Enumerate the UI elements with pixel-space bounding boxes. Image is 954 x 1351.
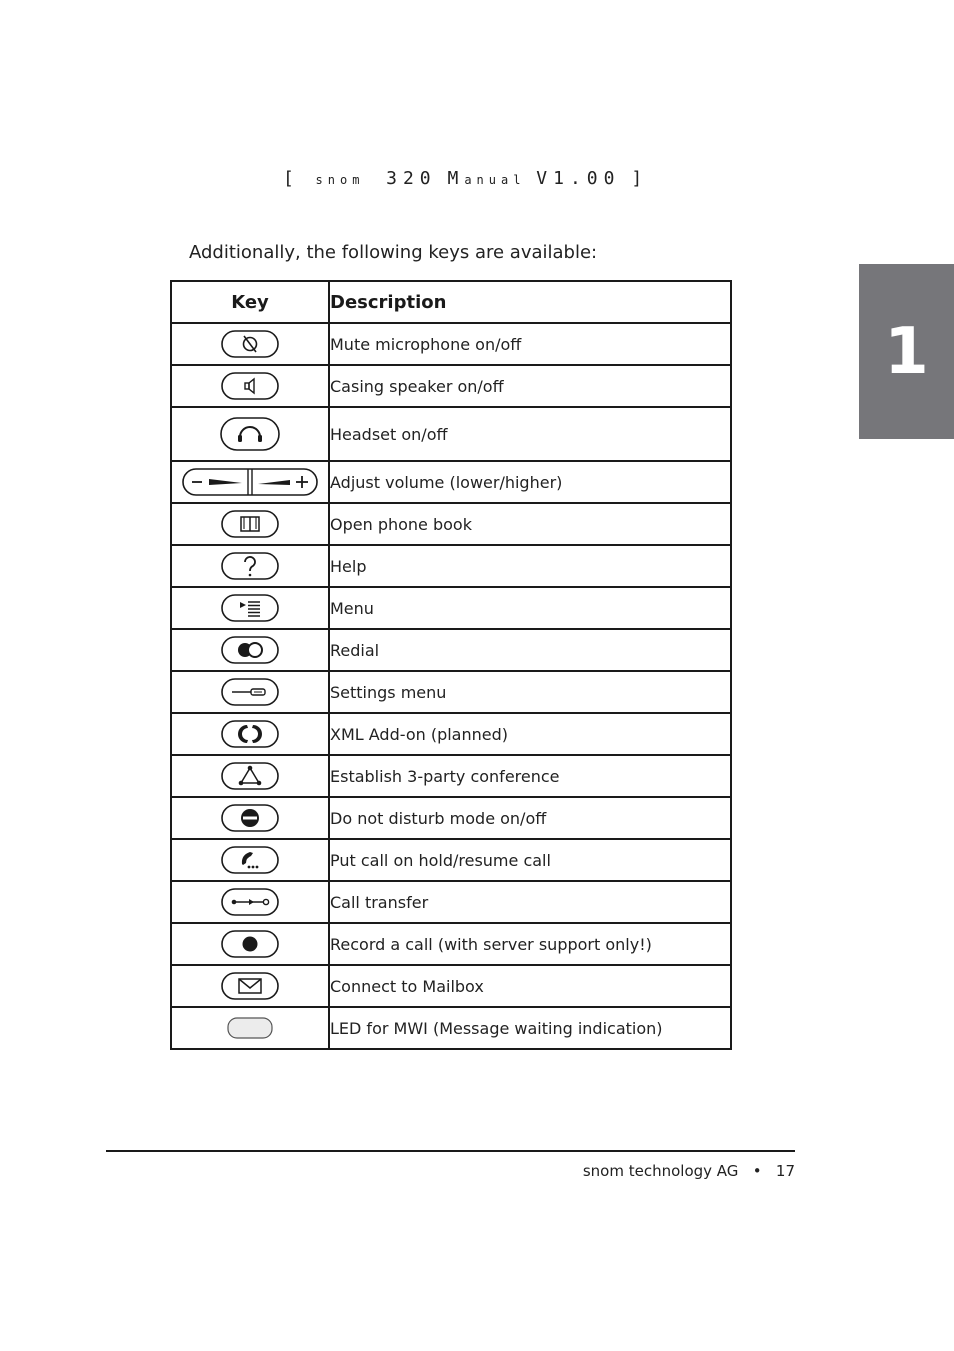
table-row (171, 797, 731, 839)
table-row (171, 671, 731, 713)
phone-book-icon (221, 510, 279, 538)
redial-icon (221, 636, 279, 664)
table-row (171, 365, 731, 407)
header-version: V1.00 (536, 168, 621, 189)
settings-menu-icon (221, 678, 279, 706)
key-description: Redial (329, 629, 731, 671)
table-row (171, 839, 731, 881)
key-description: Do not disturb mode on/off (329, 797, 731, 839)
intro-text: Additionally, the following keys are available: (189, 242, 598, 263)
mwi-led-icon (227, 1017, 273, 1039)
footer-divider (106, 1150, 795, 1152)
casing-speaker-icon (221, 372, 279, 400)
key-description: Headset on/off (329, 407, 731, 461)
table-row (171, 713, 731, 755)
footer-bullet: • (752, 1162, 762, 1180)
key-description: XML Add-on (planned) (329, 713, 731, 755)
page-number: 17 (775, 1162, 795, 1180)
chapter-tab: 1 (859, 264, 954, 439)
do-not-disturb-icon (221, 804, 279, 832)
column-header-key: Key (171, 281, 329, 323)
footer-company: snom technology AG (582, 1162, 739, 1180)
key-description: LED for MWI (Message waiting indication) (329, 1007, 731, 1049)
hold-icon (221, 846, 279, 874)
mute-microphone-icon (221, 330, 279, 358)
key-description: Help (329, 545, 731, 587)
header-open-bracket: [ (283, 168, 294, 189)
headset-icon (220, 417, 280, 451)
key-description: Casing speaker on/off (329, 365, 731, 407)
menu-icon (221, 594, 279, 622)
table-row (171, 545, 731, 587)
key-description: Establish 3-party conference (329, 755, 731, 797)
table-row (171, 965, 731, 1007)
key-description: Mute microphone on/off (329, 323, 731, 365)
table-row (171, 323, 731, 365)
key-description: Open phone book (329, 503, 731, 545)
header-brand: snom (315, 173, 365, 187)
table-row (171, 1007, 731, 1049)
key-description: Settings menu (329, 671, 731, 713)
header-model: 320 (386, 168, 437, 189)
table-row (171, 923, 731, 965)
key-description: Record a call (with server support only!) (329, 923, 731, 965)
key-description: Put call on hold/resume call (329, 839, 731, 881)
table-row (171, 503, 731, 545)
xml-addon-icon (221, 720, 279, 748)
header-manual-rest: anual (464, 173, 526, 187)
header-close-bracket: ] (631, 168, 643, 189)
table-row (171, 461, 731, 503)
table-row (171, 881, 731, 923)
key-description: Menu (329, 587, 731, 629)
record-icon (221, 930, 279, 958)
table-row (171, 587, 731, 629)
help-icon (221, 552, 279, 580)
mailbox-icon (221, 972, 279, 1000)
table-row (171, 407, 731, 461)
column-header-description: Description (329, 281, 731, 323)
transfer-icon (221, 888, 279, 916)
volume-control-icon (182, 468, 318, 496)
table-header-row (171, 281, 731, 323)
key-description: Call transfer (329, 881, 731, 923)
table-row (171, 629, 731, 671)
page-footer (583, 1162, 795, 1180)
conference-icon (221, 762, 279, 790)
table-row (171, 755, 731, 797)
keys-table (170, 280, 732, 1050)
key-description: Adjust volume (lower/higher) (329, 461, 731, 503)
running-header (283, 168, 642, 189)
header-manual-cap: M (447, 168, 465, 189)
key-description: Connect to Mailbox (329, 965, 731, 1007)
